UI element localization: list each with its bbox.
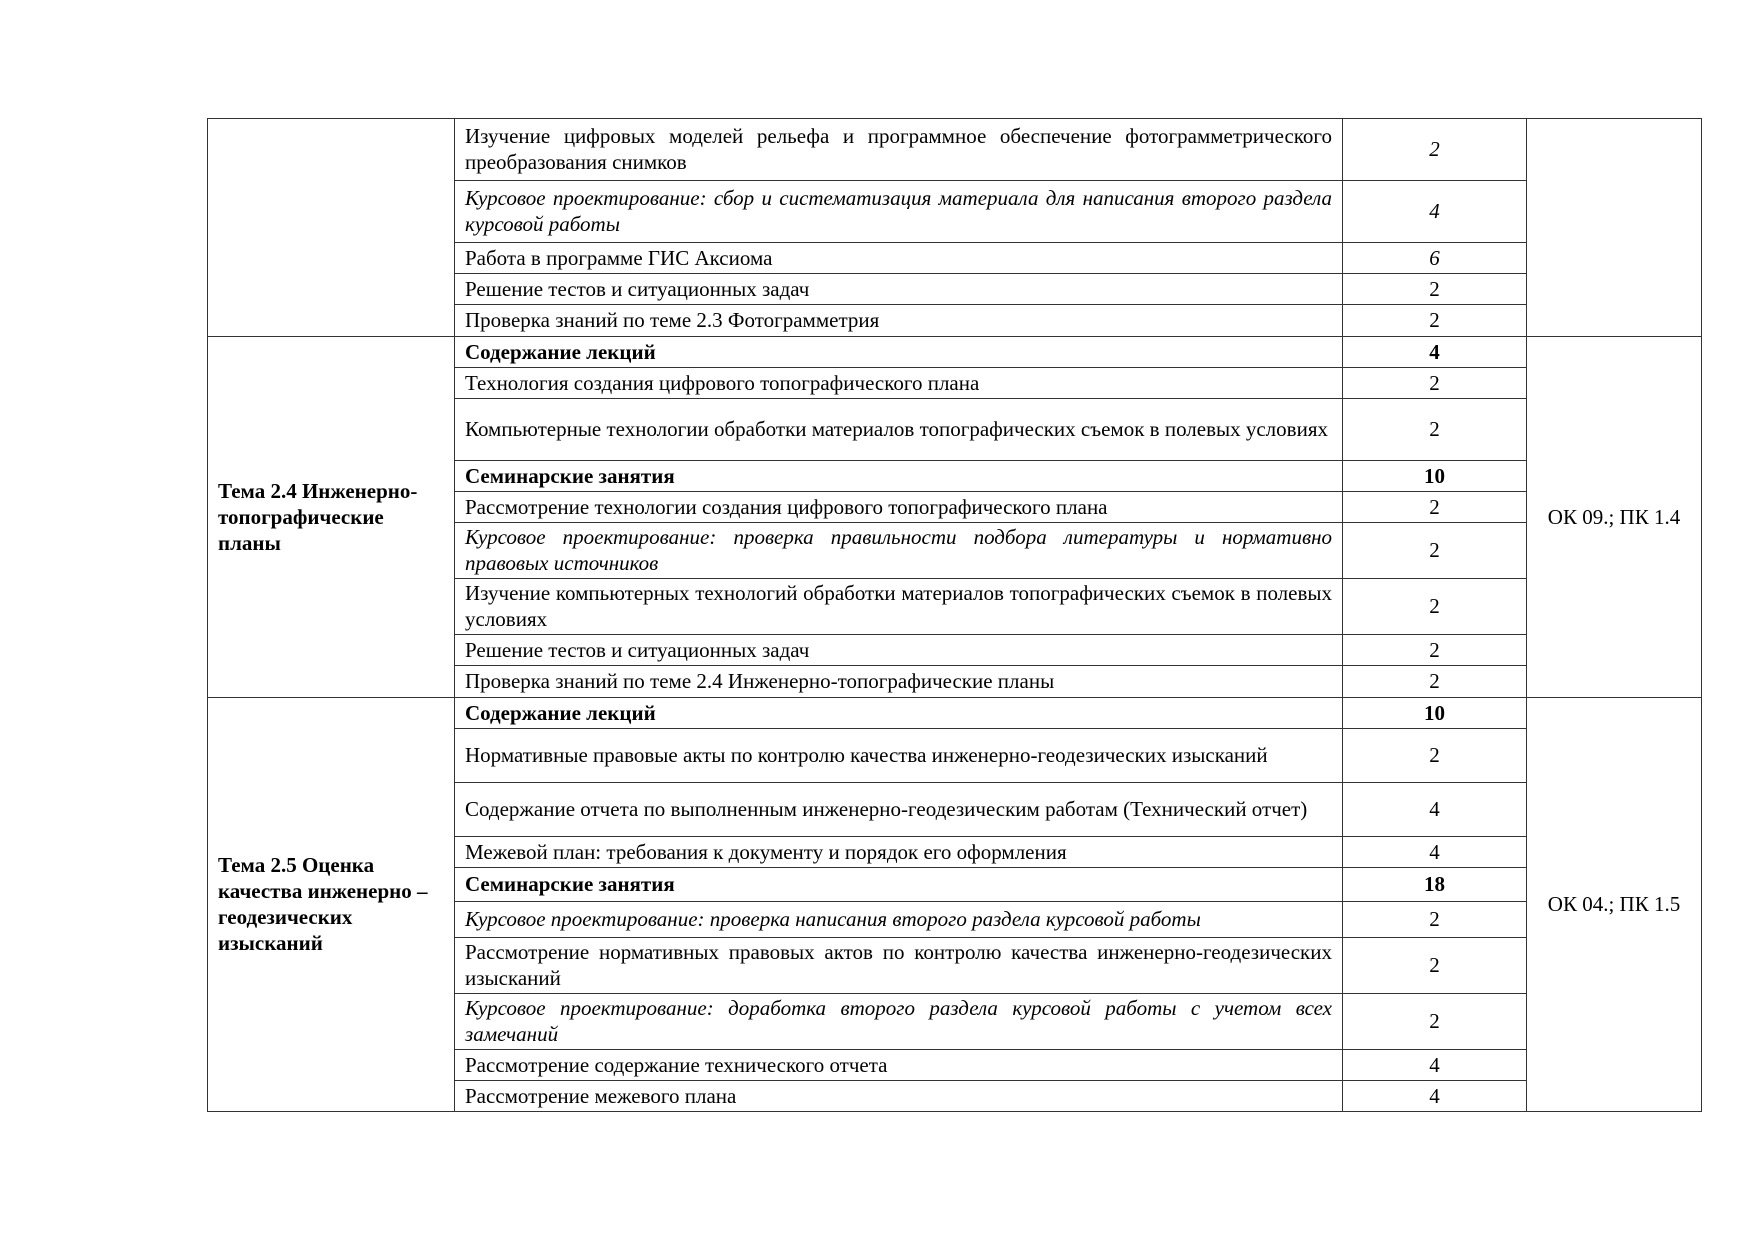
activity-cell: Изучение цифровых моделей рельефа и программное обеспечение фотограмметрического преобразования снимков [455,119,1343,181]
hours-cell: 10 [1343,461,1527,492]
hours-cell: 2 [1343,579,1527,635]
activity-cell: Изучение компьютерных технологий обработки материалов топографических съемок в полевых условиях [455,579,1343,635]
topic-cell: Тема 2.5 Оценка качества инженерно – геодезических изысканий [208,698,455,1112]
competencies-cell: ОК 04.; ПК 1.5 [1527,698,1702,1112]
activity-cell: Курсовое проектирование: доработка второго раздела курсовой работы с учетом всех замечаний [455,994,1343,1050]
hours-cell: 4 [1343,337,1527,368]
activity-cell: Рассмотрение нормативных правовых актов по контролю качества инженерно-геодезических изысканий [455,938,1343,994]
activity-cell: Решение тестов и ситуационных задач [455,274,1343,305]
competencies-cell [1527,119,1702,337]
activity-cell: Проверка знаний по теме 2.4 Инженерно-топографические планы [455,666,1343,698]
activity-cell: Нормативные правовые акты по контролю качества инженерно-геодезических изысканий [455,729,1343,783]
hours-cell: 4 [1343,837,1527,868]
activity-cell: Межевой план: требования к документу и порядок его оформления [455,837,1343,868]
activity-cell: Содержание отчета по выполненным инженерно-геодезическим работам (Технический отчет) [455,783,1343,837]
hours-cell: 4 [1343,181,1527,243]
hours-cell: 2 [1343,902,1527,938]
activity-cell: Курсовое проектирование: сбор и систематизация материала для написания второго раздела курсовой работы [455,181,1343,243]
hours-cell: 2 [1343,729,1527,783]
hours-cell: 4 [1343,1050,1527,1081]
table-row [208,337,1702,368]
hours-cell: 2 [1343,492,1527,523]
hours-cell: 10 [1343,698,1527,729]
hours-cell: 2 [1343,305,1527,337]
section-heading-cell: Семинарские занятия [455,461,1343,492]
section-heading-cell: Содержание лекций [455,698,1343,729]
topic-cell [208,119,455,337]
hours-cell: 6 [1343,243,1527,274]
activity-cell: Работа в программе ГИС Аксиома [455,243,1343,274]
hours-cell: 2 [1343,666,1527,698]
hours-cell: 2 [1343,523,1527,579]
hours-cell: 2 [1343,994,1527,1050]
activity-cell: Курсовое проектирование: проверка написания второго раздела курсовой работы [455,902,1343,938]
activity-cell: Технология создания цифрового топографического плана [455,368,1343,399]
hours-cell: 2 [1343,635,1527,666]
hours-cell: 2 [1343,368,1527,399]
hours-cell: 4 [1343,783,1527,837]
hours-cell: 2 [1343,399,1527,461]
hours-cell: 4 [1343,1081,1527,1112]
activity-cell: Рассмотрение технологии создания цифрового топографического плана [455,492,1343,523]
curriculum-table [207,118,1702,1112]
hours-cell: 2 [1343,938,1527,994]
hours-cell: 2 [1343,119,1527,181]
activity-cell: Курсовое проектирование: проверка правильности подбора литературы и нормативно правовых источников [455,523,1343,579]
section-heading-cell: Содержание лекций [455,337,1343,368]
hours-cell: 18 [1343,868,1527,902]
table-row [208,119,1702,181]
hours-cell: 2 [1343,274,1527,305]
table-row [208,698,1702,729]
activity-cell: Компьютерные технологии обработки материалов топографических съемок в полевых условиях [455,399,1343,461]
activity-cell: Рассмотрение содержание технического отчета [455,1050,1343,1081]
competencies-cell: ОК 09.; ПК 1.4 [1527,337,1702,698]
topic-cell: Тема 2.4 Инженерно-топографические планы [208,337,455,698]
activity-cell: Проверка знаний по теме 2.3 Фотограмметрия [455,305,1343,337]
activity-cell: Рассмотрение межевого плана [455,1081,1343,1112]
activity-cell: Решение тестов и ситуационных задач [455,635,1343,666]
section-heading-cell: Семинарские занятия [455,868,1343,902]
